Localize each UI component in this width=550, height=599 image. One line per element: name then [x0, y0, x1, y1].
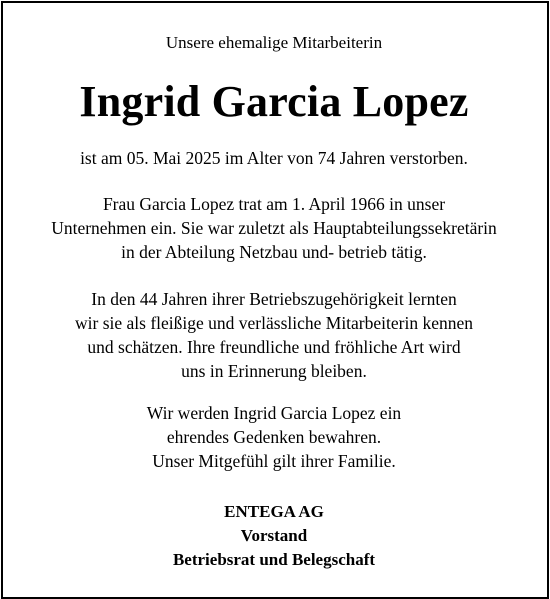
signatories	[0, 500, 548, 572]
paragraph-line: In den 44 Jahren ihrer Betriebszugehörigkeit lernten	[91, 289, 457, 309]
tribute-paragraph	[0, 287, 548, 383]
intro-text: Unsere ehemalige Mitarbeiterin	[165, 33, 383, 52]
paragraph-line: uns in Erinnerung bleiben.	[181, 361, 367, 381]
deceased-name: Ingrid Garcia Lopez	[79, 77, 469, 126]
signatory-company: ENTEGA AG	[224, 502, 324, 521]
condolence-paragraph	[0, 401, 548, 473]
signatory-staff: Betriebsrat und Belegschaft	[172, 550, 376, 569]
paragraph-line: in der Abteilung Netzbau und- betrieb tätig.	[121, 242, 427, 262]
paragraph-line: Frau Garcia Lopez trat am 1. April 1966 in unser	[102, 194, 446, 214]
paragraph-line: Wir werden Ingrid Garcia Lopez ein	[146, 403, 402, 423]
career-paragraph	[0, 192, 548, 264]
signatory-board: Vorstand	[240, 526, 308, 545]
paragraph-line: Unser Mitgefühl gilt ihrer Familie.	[152, 451, 396, 471]
paragraph-line: und schätzen. Ihre freundliche und fröhliche Art wird	[87, 337, 461, 357]
paragraph-line: wir sie als fleißige und verlässliche Mitarbeiterin kennen	[75, 313, 473, 333]
death-announcement: ist am 05. Mai 2025 im Alter von 74 Jahren verstorben.	[80, 148, 468, 168]
paragraph-line: ehrendes Gedenken bewahren.	[166, 427, 382, 447]
paragraph-line: Unternehmen ein. Sie war zuletzt als Hauptabteilungssekretärin	[51, 218, 497, 238]
